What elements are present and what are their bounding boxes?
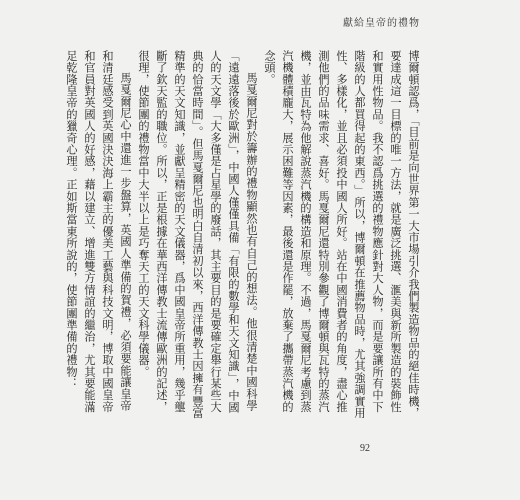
vertical-text-body — [65, 50, 422, 420]
paragraph-3: 馬戛爾尼心中還進一步盤算，英國人準備的賀禮，必須要能讓皇帝和清廷感受到英國決決海上霸主的優美工藝與科技文明，博取中國皇帝和官員對英國人的好感，藉以建立、增進雙方情誼的繼治，尤其要能滿足乾隆皇帝的獵奇心理。正如斯當東所說的，使節團準備的禮物： — [65, 50, 132, 413]
page-number: 92 — [360, 443, 370, 454]
paragraph-2: 馬戛爾尼對於籌辦的禮物顯然也有自己的想法。他很清楚中國科學「遠遠落後於歐洲」，中國人僅僅具備「有限的數學和天文知識」，中國人的天文學「大多僅是占星學的廢話，其主要目的是要確定舉行某些大典的恰當時間」。但馬戛爾尼也明白自清初以來，西洋傳教士因擁有豐富精準的天文知識，並獻呈精密的天文儀器，爲中國皇帝所重用，幾乎壟斷了欽天監的職位。所以，正是根據在華西洋傳教士流傳歐洲的記述，很理，使節團的禮物當中大半以上是巧奪天工的天文科學儀器。 — [137, 50, 258, 419]
running-header: 獻給皇帝的禮物 — [343, 18, 420, 29]
paragraph-1: 博爾頓認爲，「目前是向世界第一大市場引介我們製造物品的絕佳時機，要達成這一目標的唯一方法，就是廣泛挑選、滙美與新所製造的裝飾性和實用性物品。我不認爲挑選的禮物應針對大人物，而是要讓所有中下階級的人都買得起的東西。」所以，博爾頓在推薦物品時，尤其強調實用性、多樣化，並且必須投中國人所好。站在中國消費者的角度，盡心推測他們的品味需求、喜好。馬戛爾尼還特別參觀了博爾頓與瓦特的蒸汽機，並由瓦特為他解說蒸汽機的構造和原理。不過，馬戛爾尼考慮到蒸汽機體積龐大，展示困難等因素，最後還是作罷，放棄了攜帶蒸汽機的念頭。 — [263, 50, 420, 419]
